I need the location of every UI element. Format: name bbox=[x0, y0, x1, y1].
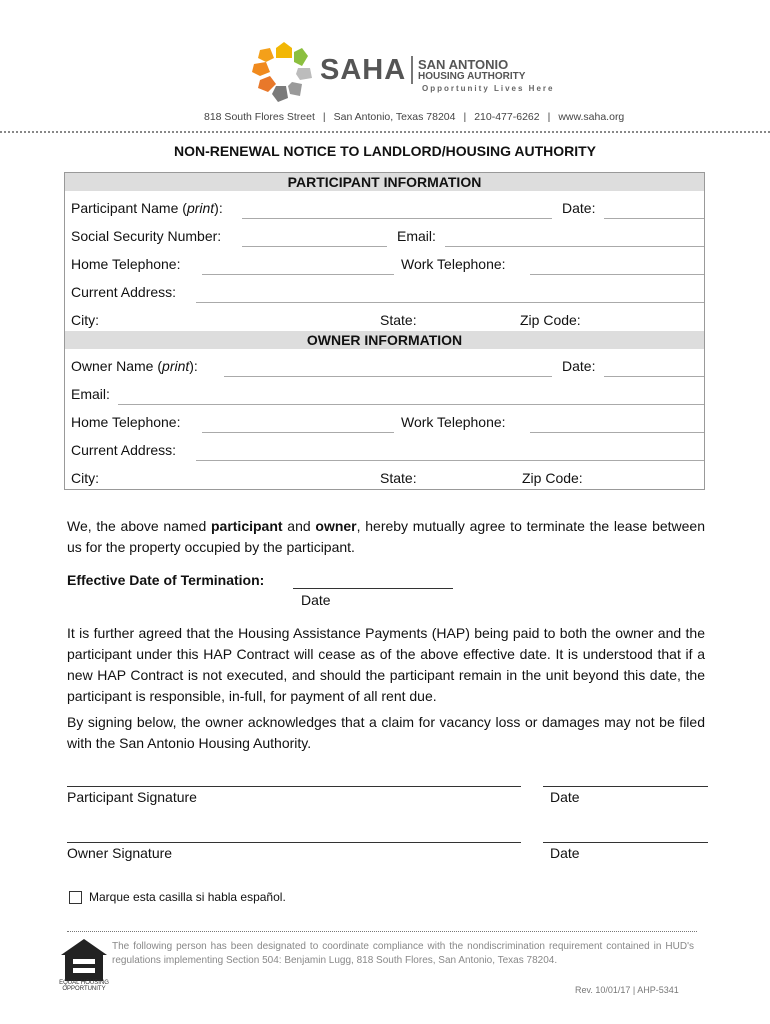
owner-signature-date-label: Date bbox=[550, 845, 580, 861]
revision-number: Rev. 10/01/17 | AHP-5341 bbox=[575, 985, 679, 995]
signing-paragraph: By signing below, the owner acknowledges that a claim for vacancy loss or damages may not be filed with the San Antonio Housing Authority. bbox=[67, 714, 705, 751]
participant-signature-date-line[interactable] bbox=[543, 786, 708, 787]
owner-section-heading: OWNER INFORMATION bbox=[65, 331, 704, 349]
owner-date-label: Date: bbox=[562, 358, 596, 374]
effective-date-label: Effective Date of Termination: bbox=[67, 572, 265, 588]
participant-date-label: Date: bbox=[562, 200, 596, 216]
spanish-checkbox[interactable] bbox=[69, 891, 82, 904]
participant-name-label: Participant Name (print): bbox=[71, 200, 223, 216]
participant-section-heading: PARTICIPANT INFORMATION bbox=[65, 173, 704, 191]
owner-email-label: Email: bbox=[71, 386, 110, 402]
owner-state-label: State: bbox=[380, 470, 417, 486]
owner-home-phone-field[interactable] bbox=[202, 432, 394, 433]
owner-signature-label: Owner Signature bbox=[67, 845, 173, 861]
owner-address-field[interactable] bbox=[196, 460, 704, 461]
participant-home-phone-label: Home Telephone: bbox=[71, 256, 181, 272]
owner-email-field[interactable] bbox=[118, 404, 704, 405]
footer-divider bbox=[67, 931, 697, 932]
participant-email-field[interactable] bbox=[445, 246, 704, 247]
brand-name: SAHA bbox=[320, 54, 407, 86]
org-name-line1: SAN ANTONIO bbox=[418, 57, 509, 72]
tagline: Opportunity Lives Here bbox=[422, 84, 555, 93]
participant-signature-line[interactable] bbox=[67, 786, 521, 787]
participant-work-phone-field[interactable] bbox=[530, 274, 704, 275]
participant-home-phone-field[interactable] bbox=[202, 274, 394, 275]
participant-work-phone-label: Work Telephone: bbox=[401, 256, 506, 272]
header-divider bbox=[0, 131, 770, 133]
participant-address-field[interactable] bbox=[196, 302, 704, 303]
owner-work-phone-field[interactable] bbox=[530, 432, 704, 433]
saha-logo-icon bbox=[250, 40, 318, 104]
website: www.saha.org bbox=[558, 111, 625, 123]
owner-name-label: Owner Name (print): bbox=[71, 358, 198, 374]
owner-zip-label: Zip Code: bbox=[522, 470, 583, 486]
owner-address-label: Current Address: bbox=[71, 442, 177, 458]
participant-name-field[interactable] bbox=[242, 218, 552, 219]
owner-date-field[interactable] bbox=[604, 376, 704, 377]
street: 818 South Flores Street bbox=[204, 111, 315, 123]
nondiscrimination-notice: The following person has been designated to coordinate compliance with the nondiscrimination requirement contained in HUD's regulations implementing Section 504: Benjamin Lugg, 818 South Flores, San Antonio, Texas 78204. bbox=[112, 941, 694, 966]
owner-signature-line[interactable] bbox=[67, 842, 521, 843]
effective-date-caption: Date bbox=[301, 592, 331, 608]
participant-city-label: City: bbox=[71, 312, 99, 328]
contact-address: 818 South Flores Street | San Antonio, Texas 78204 | 210-477-6262 | www.saha.org bbox=[204, 111, 625, 123]
participant-address-label: Current Address: bbox=[71, 284, 177, 300]
participant-state-label: State: bbox=[380, 312, 417, 328]
owner-work-phone-label: Work Telephone: bbox=[401, 414, 506, 430]
participant-email-label: Email: bbox=[397, 228, 436, 244]
equal-housing-text: EQUAL HOUSING OPPORTUNITY bbox=[59, 980, 109, 992]
effective-date-field[interactable] bbox=[293, 588, 453, 589]
participant-signature-label: Participant Signature bbox=[67, 789, 197, 805]
ssn-label: Social Security Number: bbox=[71, 228, 222, 244]
spanish-checkbox-label: Marque esta casilla si habla español. bbox=[89, 890, 286, 904]
owner-home-phone-label: Home Telephone: bbox=[71, 414, 181, 430]
participant-date-field[interactable] bbox=[604, 218, 704, 219]
owner-signature-date-line[interactable] bbox=[543, 842, 708, 843]
owner-name-field[interactable] bbox=[224, 376, 552, 377]
document-title: NON-RENEWAL NOTICE TO LANDLORD/HOUSING AUTHORITY bbox=[173, 143, 597, 159]
hap-paragraph: It is further agreed that the Housing Assistance Payments (HAP) being paid to both the owner and the participant under this HAP Contract will cease as of the above effective date. It is understood that if a new HAP Contract is not executed, and should the participant remain in the unit beyond this date, the participant is responsible, in-full, for payment of all rent due. bbox=[67, 625, 705, 704]
phone: 210-477-6262 bbox=[474, 111, 540, 123]
brand-divider bbox=[411, 56, 413, 84]
agreement-paragraph: We, the above named participant and owner, hereby mutually agree to terminate the lease between us for the property occupied by the participant. bbox=[67, 518, 706, 555]
owner-city-label: City: bbox=[71, 470, 99, 486]
participant-signature-date-label: Date bbox=[550, 789, 580, 805]
city-state: San Antonio, Texas 78204 bbox=[333, 111, 456, 123]
participant-zip-label: Zip Code: bbox=[520, 312, 581, 328]
org-name-line2: HOUSING AUTHORITY bbox=[418, 71, 526, 82]
ssn-field[interactable] bbox=[242, 246, 387, 247]
